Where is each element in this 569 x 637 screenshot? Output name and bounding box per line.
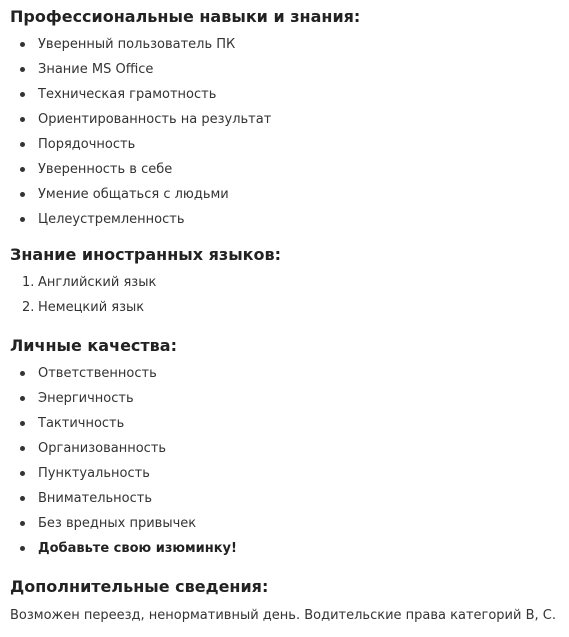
- list-item-label: Уверенность в себе: [38, 162, 173, 177]
- list-item-label: Знание MS Office: [38, 62, 154, 77]
- list-item-label: Организованность: [38, 441, 167, 456]
- list-item-label: Ориентированность на результат: [38, 112, 272, 127]
- list-item-label: Внимательность: [38, 491, 153, 506]
- languages-list: [10, 270, 559, 320]
- list-item: [10, 461, 559, 486]
- personal-qualities-heading: Личные качества:: [10, 336, 177, 355]
- list-item-label: Пунктуальность: [38, 466, 150, 481]
- list-item-label: Английский язык: [38, 275, 157, 290]
- list-item: [10, 182, 559, 207]
- list-item-number: 1.: [22, 275, 35, 290]
- bullet-icon: [20, 546, 25, 551]
- bullet-icon: [20, 167, 25, 172]
- list-item: [10, 107, 559, 132]
- list-item: [10, 295, 559, 320]
- list-item-label: Уверенный пользователь ПК: [38, 37, 236, 52]
- bullet-icon: [20, 117, 25, 122]
- list-item: [10, 411, 559, 436]
- professional-skills-list: [10, 32, 559, 232]
- list-item-label: Порядочность: [38, 137, 136, 152]
- bullet-icon: [20, 92, 25, 97]
- list-item-label: Добавьте свою изюминку!: [38, 541, 237, 556]
- bullet-icon: [20, 371, 25, 376]
- list-item: [10, 486, 559, 511]
- bullet-icon: [20, 67, 25, 72]
- bullet-icon: [20, 192, 25, 197]
- personal-qualities-list: [10, 361, 559, 561]
- bullet-icon: [20, 396, 25, 401]
- list-item-label: Тактичность: [38, 416, 125, 431]
- list-item-label: Немецкий язык: [38, 300, 145, 315]
- list-item-label: Целеустремленность: [38, 212, 185, 227]
- bullet-icon: [20, 142, 25, 147]
- additional-info-heading: Дополнительные сведения:: [10, 577, 269, 596]
- bullet-icon: [20, 42, 25, 47]
- list-item: [10, 361, 559, 386]
- list-item-label: Техническая грамотность: [38, 87, 217, 102]
- list-item-number: 2.: [22, 300, 35, 315]
- list-item: [10, 132, 559, 157]
- list-item: [10, 270, 559, 295]
- bullet-icon: [20, 217, 25, 222]
- bullet-icon: [20, 521, 25, 526]
- list-item: [10, 157, 559, 182]
- list-item: [10, 32, 559, 57]
- bullet-icon: [20, 446, 25, 451]
- bullet-icon: [20, 421, 25, 426]
- list-item: [10, 511, 559, 536]
- professional-skills-heading: Профессиональные навыки и знания:: [10, 7, 361, 26]
- list-item: [10, 57, 559, 82]
- languages-heading: Знание иностранных языков:: [10, 245, 282, 264]
- list-item-label: Ответственность: [38, 366, 157, 381]
- list-item-label: Умение общаться с людьми: [38, 187, 229, 202]
- list-item-label: Без вредных привычек: [38, 516, 197, 531]
- list-item: [10, 207, 559, 232]
- list-item-label: Энергичность: [38, 391, 134, 406]
- bullet-icon: [20, 471, 25, 476]
- list-item: [10, 386, 559, 411]
- list-item: [10, 436, 559, 461]
- list-item: [10, 82, 559, 107]
- bullet-icon: [20, 496, 25, 501]
- additional-info-text: Возможен переезд, ненормативный день. Водительские права категорий B, C.: [10, 608, 556, 623]
- list-item-highlight: [10, 536, 559, 561]
